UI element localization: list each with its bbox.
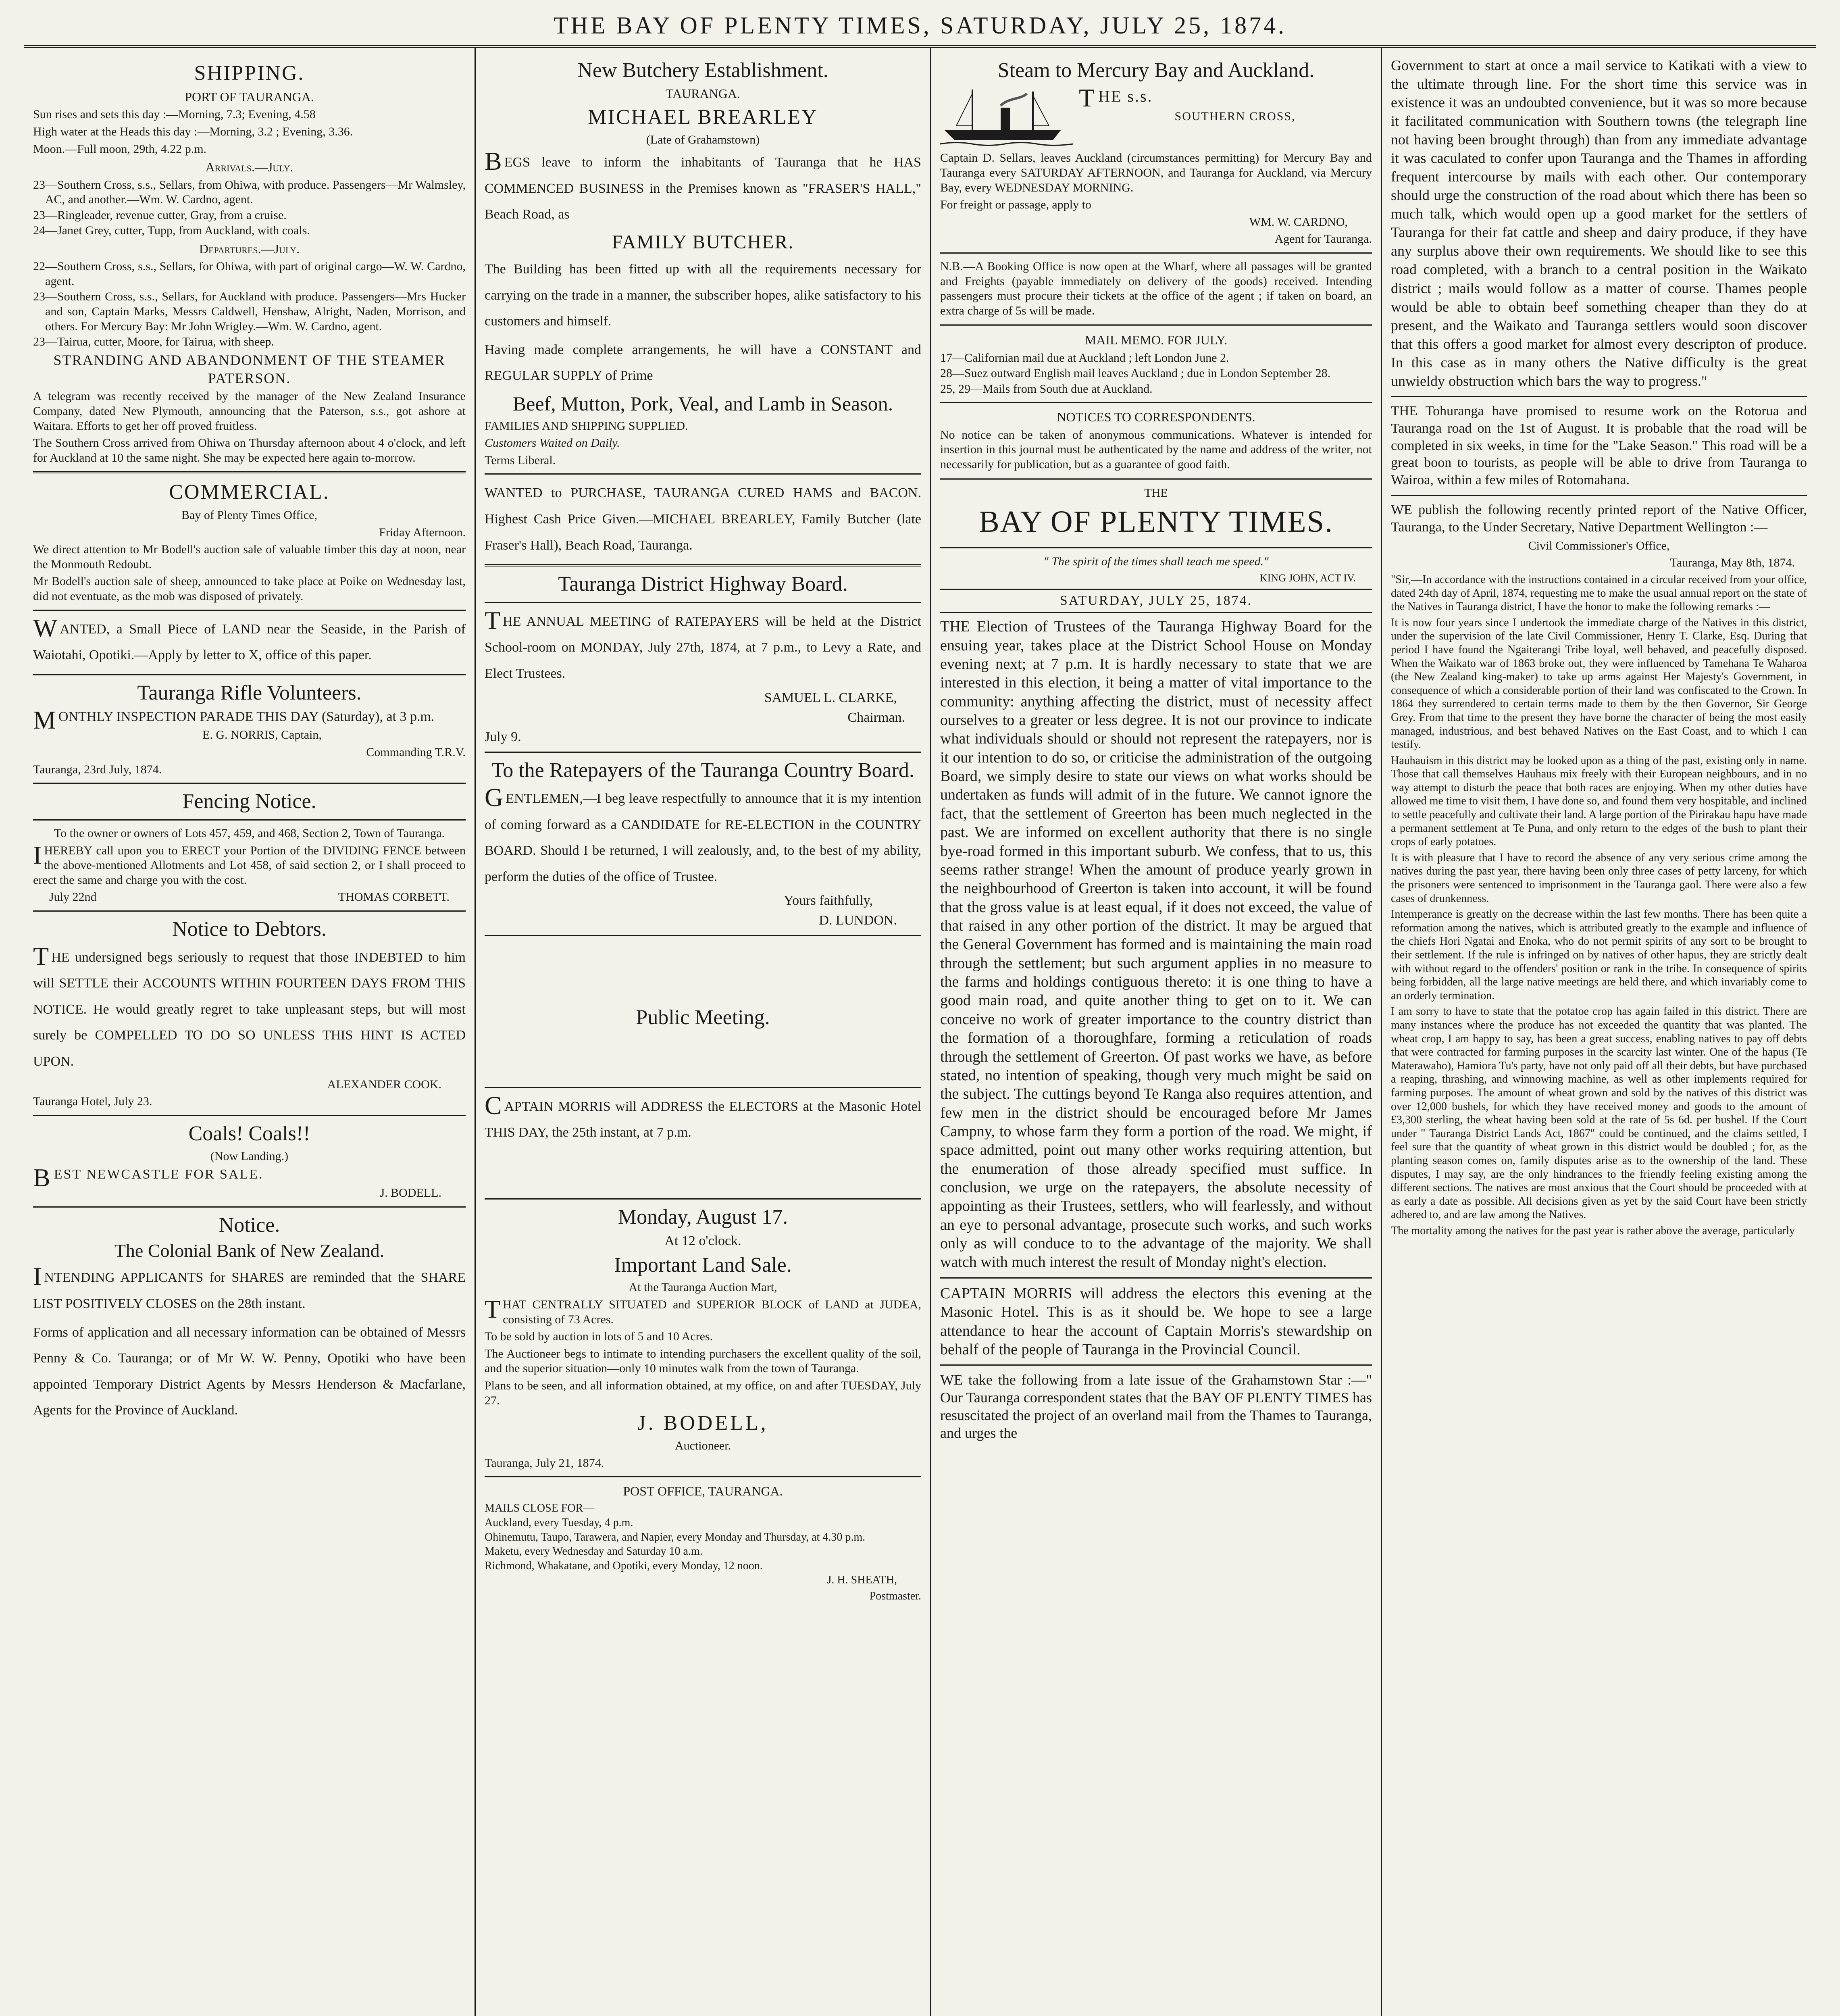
divider [33,783,466,784]
public-meeting-body: CAPTAIN MORRIS will ADDRESS the ELECTORS at the Masonic Hotel THIS DAY, the 25th instant, at 7 p.m. [485,1091,921,1140]
highway-role: Chairman. [847,710,905,725]
shipping-title: SHIPPING. [194,61,305,85]
ratepayers-body: GENTLEMEN,—I beg leave respectfully to announce that it is my intention of coming forward as a CANDIDATE for RE-ELECTION in the COUNTRY BOARD. Should I be returned, I will zealously, and, to the best of my ability, perform the duties of the office of Trustee. [485,783,921,884]
list-item: 17—Californian mail due at Auckland ; left London June 2. [940,351,1229,364]
divider [940,1277,1372,1279]
mail-memo-list [940,351,1372,397]
sale-paragraph: The Auctioneer begs to intimate to intending purchasers the excellent quality of the soil, and the superior situation—only 10 minutes walk from the town of Tauranga. [485,1347,921,1375]
report-date: Tauranga, May 8th, 1874. [1670,556,1795,570]
debtors-title: Notice to Debtors. [172,917,327,941]
divider [485,752,921,753]
rifle-title: Tauranga Rifle Volunteers. [137,681,362,704]
report-paragraph: It is now four years since I undertook the immediate charge of the Natives in this district, under the supervision of the late Civil Commissioner, Henry T. Clarke, Esq. During that period I have found the Ngaiterangi Tribe loyal, well behaved, and peacefully disposed. When the Waikato war of 1863 broke out, they were influenced by Tamehana Te Waharoa (the New Zealand king-maker) to take up arms against Her Majesty's Government, in consequence of which a considerable portion of their land was confiscated to the Crown. In 1864 they surrendered to certain terms made to them by the then Governor, Sir George Grey. From that time to the present they have borne the character of being the most easily managed, industrious, and best behaved Natives on the East Coast, and to which I can testify. [1391,616,1807,751]
tide-line: Sun rises and sets this day :—Morning, 7.3; Evening, 4.58 [33,108,316,121]
divider [485,935,921,936]
list-item: 23—Southern Cross, s.s., Sellars, for Auckland with produce. Passengers—Mrs Hucker and son, Captain Marks, Messrs Caldwell, Henshaw, Alright, Naden, Morrison, and others. For Mercury Bay: Mr John Wrigley.—Wm. W. Cardno, agent. [33,290,466,333]
list-item: 23—Tairua, cutter, Moore, for Tairua, with sheep. [33,335,275,349]
post-office-role: Postmaster. [869,1590,921,1602]
stranding-body: A telegram was recently received by the manager of the New Zealand Insurance Company, dated New Plymouth, announcing that the Paterson, s.s., got ashore at Waitara. Efforts to get her off proved fruitless. [33,389,466,433]
tide-line: High water at the Heads this day :—Morning, 3.2 ; Evening, 3.36. [33,125,353,139]
public-meeting-title: Public Meeting. [636,1006,770,1029]
steam-agent: WM. W. CARDNO, [1249,215,1348,229]
masthead: THE BAY OF PLENTY TIMES, SATURDAY, JULY 25, 1874. [24,9,1816,48]
list-item: Richmond, Whakatane, and Opotiki, every Monday, 12 noon. [485,1559,763,1572]
column-1 [24,48,476,2016]
report-paragraph: I am sorry to have to state that the potatoe crop has again failed in this district. There are many instances where the produce has not exceeded the quantity that was planted. The wheat crop, I am happy to say, has been a great success, enabling natives to pay off debts that were contracted for farming purposes in the scarcity last winter. One of the hapus (Te Materawaho), Hamiora Tu's party, have not only paid off all their debts, but have purchased a reaping, thrashing, and winnowing machine, as well as other implements required for farming purposes. The amount of wheat grown and sold by the natives of this district was over 12,000 bushels, for which they have received money and goods to the amount of £3,300 sterling, the wheat having been sold at the rate of 5s 6d. per bushel. If the Court under " Tauranga District Lands Act, 1867" could be continued, and the claims settled, I feel sure that the quantity of wheat grown in this district would be doubled ; for, as the planting season comes on, family disputes arise as to the ownership of the land. These disputes, I may say, are the only hindrances to the friendly feeling existing among the different sections. The natives are most anxious that the Court should be proceeded with at as early a date as possible. All decisions given as yet by the said Court have been strictly adhered to, and are law among the Natives. [1391,1005,1807,1221]
fencing-recipient: To the owner or owners of Lots 457, 459, and 468, Section 2, Town of Tauranga. [54,826,445,840]
divider [485,1087,921,1088]
rifle-role: Commanding T.R.V. [366,745,466,759]
steam-freight: For freight or passage, apply to [940,198,1091,212]
divider [940,252,1372,254]
divider [940,324,1372,326]
columns [24,48,1816,2016]
highway-body: THE ANNUAL MEETING of RATEPAYERS will be held at the District School-room on MONDAY, July 27th, 1874, at 7 p.m., to Levy a Rate, and Elect Trustees. [485,606,921,681]
report-office: Civil Commissioner's Office, [1528,539,1670,552]
steam-title: Steam to Mercury Bay and Auckland. [997,58,1315,82]
commercial-date: Friday Afternoon. [379,525,466,539]
sale-signature: J. BODELL, [637,1412,768,1435]
debtors-body: THE undersigned begs seriously to request that those INDEBTED to him will SETTLE their ACCOUNTS WITHIN FOURTEEN DAYS FROM THIS NOTICE. He would greatly regret to take unpleasant steps, but will most surely be COMPELLED TO DO SO UNLESS THIS HINT IS ACTED UPON. [33,941,466,1069]
butchery-meats: Beef, Mutton, Pork, Veal, and Lamb in Season. [512,392,893,415]
butchery-paragraph: The Building has been fitted up with all the requirements necessary for carrying on the trade in a manner, the subscriber hopes, alike satisfactory to his customers and himself. [485,262,921,329]
sale-body: THAT CENTRALLY SITUATED and SUPERIOR BLOCK of LAND at JUDEA, consisting of 73 Acres. [485,1294,921,1326]
rifle-signature: E. G. NORRIS, Captain, [202,728,322,742]
commercial-paragraph: We direct attention to Mr Bodell's auction sale of valuable timber this day at noon, near the Monmouth Redoubt. [33,543,466,571]
divider [1391,495,1807,496]
debtors-date: Tauranga Hotel, July 23. [33,1095,152,1108]
sale-mart: At the Tauranga Auction Mart, [629,1281,777,1294]
list-item: Auckland, every Tuesday, 4 p.m. [485,1516,633,1529]
sale-role: Auctioneer. [674,1439,731,1452]
paper-date: SATURDAY, JULY 25, 1874. [940,589,1372,613]
ratepayers-signature: D. LUNDON. [819,913,897,928]
correspondents-title: NOTICES TO CORRESPONDENTS. [1057,410,1255,425]
list-item: 24—Janet Grey, cutter, Tupp, from Auckland, with coals. [33,224,310,237]
fencing-date: July 22nd [49,890,97,904]
bank-title: The Colonial Bank of New Zealand. [114,1240,385,1261]
report-paragraph: "Sir,—In accordance with the instructions contained in a circular received from your office, dated 24th day of April, 1874, requesting me to make the usual annual report on the state of the Natives in Tauranga district, I have the honor to make the following remarks :— [1391,573,1807,613]
editorial-paragraph: WE take the following from a late issue of the Grahamstown Star :—" Our Tauranga correspondent states that the BAY OF PLENTY TIMES has resuscitated the project of an overland mail from the Thames to Tauranga, and urges the [940,1372,1372,1441]
rifle-date: Tauranga, 23rd July, 1874. [33,762,162,776]
sale-title: Important Land Sale. [614,1253,792,1277]
stranding-heading: STRANDING AND ABANDONMENT OF THE STEAMER PATERSON. [53,352,445,387]
butchery-title: New Butchery Establishment. [577,58,828,82]
list-item: 25, 29—Mails from South due at Auckland. [940,382,1153,396]
sale-time: At 12 o'clock. [664,1233,741,1248]
divider [33,610,466,611]
divider [33,471,466,473]
notice-title: Notice. [219,1213,280,1237]
fencing-signature: THOMAS CORBETT. [338,890,450,904]
post-office-title: POST OFFICE, TAURANGA. [623,1484,783,1499]
report-intro: WE publish the following recently printed report of the Native Officer, Tauranga, to the Under Secretary, Native Department Wellington :— [1391,502,1807,535]
fencing-body: IHEREBY call upon you to ERECT your Portion of the DIVIDING FENCE between the above-mentioned Allotments and Lot 458, of said section 2, or I shall proceed to erect the same and charge you with the cost. [33,840,466,887]
sale-place: Tauranga, July 21, 1874. [485,1456,604,1470]
butchery-name: MICHAEL BREARLEY [588,105,818,129]
steam-ship-name: SOUTHERN CROSS, [1174,109,1296,123]
divider [940,1364,1372,1366]
butchery-line: FAMILIES AND SHIPPING SUPPLIED. [485,419,688,433]
steamship-notice [940,85,1372,150]
steamship-icon [940,85,1073,150]
butchery-line: Terms Liberal. [485,453,556,467]
ratepayers-title: To the Ratepayers of the Tauranga Country Board. [491,759,914,782]
highway-title: Tauranga District Highway Board. [558,573,848,596]
coals-signature: J. BODELL. [380,1186,441,1200]
divider [485,473,921,475]
arrivals-list [33,178,466,238]
steam-the: THE s.s. [1079,83,1153,112]
bank-forms: Forms of application and all necessary information can be obtained of Messrs Penny & Co. Tauranga; or of Mr W. W. Penny, Opotiki who have been appointed Temporary District Agents by Messrs Henderson & Macfarlane, Agents for the Province of Auckland. [33,1325,466,1418]
paper-attribution: KING JOHN, ACT IV. [1259,572,1356,584]
butchery-paragraph: Having made complete arrangements, he will have a CONSTANT and REGULAR SUPPLY of Prime [485,342,921,383]
paper-motto: " The spirit of the times shall teach me speed." [1043,554,1269,568]
butchery-trade: FAMILY BUTCHER. [612,231,794,253]
column-2 [476,48,931,2016]
commercial-title: COMMERCIAL. [169,481,330,504]
highway-date: July 9. [485,729,521,745]
report-paragraph: Intemperance is greatly on the decrease within the last few months. There has been quite a reformation among the natives, which is attributed greatly to the example and influence of the chiefs Hori Ngatai and Enoka, who do not permit spirits of any sort to be brought to their settlement. If the rule is infringed on by natives of other hapus, they are strictly dealt with without regard to the offenders' position or rank in the tribe. In consequence of spirits being forbidden, all the large native meetings are held there, and which invariably come to an orderly termination. [1391,908,1807,1002]
debtors-signature: ALEXANDER COOK. [327,1077,441,1091]
divider [485,602,921,603]
editorial-continuation: Government to start at once a mail service to Katikati with a view to the ultimate through line. For the short time this service was in existence it was an undoubted convenience, but it was so more because it facilitated communication with Southern towns (the telegraph line not having been brought through) than from any immediate advantage it was caculated to confer upon Tauranga and the Thames in affording frequent intercourse by mails with each other. Our contemporary should urge the construction of the road about which there has been so much talk, which would open up a good market for the settlers of Tauranga for their fat cattle and sheep and dairy produce, if they have any surplus above their own requirements. We should like to see this road completed, with a branch to a central position in the Waikato district ; mails would follow as a matter of course. Thames people would be able to obtain beef something cheaper than they do at present, and the Waikato and Tauranga settlers would soon discover that this offers a good market for almost every descripton of produce. In this case as in many others the Native difficulty is the great unwieldy obstruction which bars the way to progress." [1391,57,1807,389]
arrivals-heading: Arrivals.—July. [205,160,293,175]
report-paragraph: It is with pleasure that I have to record the absence of any very serious crime among the natives during the past year, there having been only three cases of petty larceny, for which the prisoners were sentenced to imprisonment in the Tauranga gaol. There were also a few cases of drunkenness. [1391,851,1807,905]
list-item: 22—Southern Cross, s.s., Sellars, for Ohiwa, with part of original cargo—W. W. Cardno, agent. [33,260,466,288]
steam-nb: N.B.—A Booking Office is now open at the Wharf, where all passages will be granted and Freights (payable immediately on delivery of the goods) received. Intending passengers must procure their tickets at the office of the agent ; if taken on board, an extra charge of 5s will be made. [940,259,1372,317]
paper-the: THE [1144,486,1168,500]
sale-date: Monday, August 17. [618,1205,788,1229]
departures-heading: Departures.—July. [199,241,300,256]
butchery-late: (Late of Grahamstown) [646,133,760,146]
mail-memo-title: MAIL MEMO. FOR JULY. [1084,333,1228,348]
sale-paragraph: Plans to be seen, and all information obtained, at my office, on and after TUESDAY, July 27. [485,1379,921,1407]
steam-agent-role: Agent for Tauranga. [1274,232,1372,246]
rifle-body: MONTHLY INSPECTION PARADE THIS DAY (Saturday), at 3 p.m. [33,705,435,734]
divider [485,564,921,566]
tide-line: Moon.—Full moon, 29th, 4.22 p.m. [33,142,207,156]
post-office-signature: J. H. SHEATH, [827,1574,897,1587]
divider [33,1115,466,1116]
divider [940,478,1372,480]
wanted-land-ad: WANTED, a Small Piece of LAND near the Seaside, in the Parish of Waiotahi, Opotiki.—Apply by letter to X, office of this paper. [33,613,466,663]
butchery-line: Customers Waited on Daily. [485,436,620,450]
hams-ad: WANTED to PURCHASE, TAURANGA CURED HAMS and BACON. Highest Cash Price Given.—MICHAEL BREARLEY, Family Butcher (late Fraser's Hall), Beach Road, Tauranga. [485,485,921,553]
highway-signature: SAMUEL L. CLARKE, [764,690,897,705]
butchery-body: BEGS leave to inform the inhabitants of Tauranga that he HAS COMMENCED BUSINESS in the Premises known as "FRASER'S HALL," Beach Road, as [485,147,921,222]
southern-cross-note: The Southern Cross arrived from Ohiwa on Thursday afternoon about 4 o'clock, and left for Auckland at 10 the same night. She may be expected here again to-morrow. [33,436,466,464]
coals-body: BEST NEWCASTLE FOR SALE. [33,1163,264,1192]
commercial-office: Bay of Plenty Times Office, [181,508,317,522]
list-item: 23—Southern Cross, s.s., Sellars, from Ohiwa, with produce. Passengers—Mr Walmsley, AC, and another.—Wm. W. Cardno, agent. [33,178,466,206]
list-item: 28—Suez outward English mail leaves Auckland ; due in London September 28. [940,367,1331,380]
editorial-paragraph: CAPTAIN MORRIS will address the electors this evening at the Masonic Hotel. This is as it should be. We hope to see a large attendance to hear the account of Captain Morris's stewardship on behalf of the people of Tauranga in the Provincial Council. [940,1285,1372,1358]
list-item: 23—Ringleader, revenue cutter, Gray, from a cruise. [33,208,287,222]
divider [1391,396,1807,397]
commercial-paragraph: Mr Bodell's auction sale of sheep, announced to take place at Poike on Wednesday last, did not eventuate, as the mob was disposed of privately. [33,575,466,603]
correspondents-body: No notice can be taken of anonymous communications. Whatever is intended for insertion in this journal must be authenticated by the name and address of the writer, not necessarily for publication, but as a guarantee of good faith. [940,428,1372,471]
fencing-title: Fencing Notice. [182,790,316,813]
editorial-paragraph: THE Election of Trustees of the Tauranga Highway Board for the ensuing year, takes place at the District School House on Monday evening next; at 7 p.m. It is hardly necessary to state that we are interested in this election, it being a matter of vital importance to the community: anything affecting the district, must of necessity affect ourselves to a greater or less degree. It is not our province to indicate what individuals should or should not represent the ratepayers, nor is it our intention to do so, or criticise the administration of the outgoing Board, we simply desire to state our views on what works should be undertaken as funds will admit of in the future. We cannot ignore the fact, that the settlement of Greerton has been much neglected in the past. We are informed on excellent authority that there is no single bye-road formed in this important suburb. We confess, that to us, this seems rather strange! When the amount of produce yearly grown in the neighbourhood of Greerton is taken into account, it will be found that the gross value is at least equal, if it does not exceed, the value of that raised in any other portion of the district. It may be argued that the General Government has formed and is maintaining the main road through the settlement; but such argument applies in no measure to the farms and holdings contiguous thereto: it is one thing to have a good main road, and quite another thing to get on to it. We can conceive no work of greater importance to the country district than the formation of a thoroughfare, forming a reticulation of roads through the settlement of Greerton. Of past works we have, as before stated, no intention of speaking, though very much might be said on the subject. The cuttings beyond Te Ranga also requires attention, and few men in the district should be encouraged before Mr James Campny, to whose farm they form a portion of the road. We might, if space admitted, point out many other works requiring attention, but the enumeration of those already specified must suffice. In conclusion, we urge on the ratepayers, the absolute necessity of appointing as their Trustees, settlers, who will fearlessly, and without an eye to personal advantage, prosecute such works, and such works only as will conduce to to the advantage of the majority. We shall watch with much interest the result of Monday night's election. [940,618,1372,1271]
report-paragraph: Hauhauism in this district may be looked upon as a thing of the past, existing only in name. Those that call themselves Hauhaus mix freely with their European neighbours, and in no way attempt to disturb the peace that both races are enjoying. When my other duties have allowed me time to visit them, I have done so, and found them very hospitable, and inclined to settle peacefully and cultivate their land. A large portion of the Pirirakau hapu have made a permanent settlement at Te Puna, and only return to the edges of the bush to plant their crops of early potatoes. [1391,754,1807,848]
divider [33,819,466,821]
divider [485,1198,921,1200]
list-item: Maketu, every Wednesday and Saturday 10 a.m. [485,1545,703,1558]
departures-list [33,259,466,350]
report-paragraph: The mortality among the natives for the past year is rather above the average, particularly [1391,1224,1795,1237]
divider [940,547,1372,548]
divider [33,910,466,912]
divider [33,674,466,675]
ratepayers-close: Yours faithfully, [783,893,873,908]
port-heading: PORT OF TAURANGA. [185,90,314,104]
steam-body: Captain D. Sellars, leaves Auckland (circumstances permitting) for Mercury Bay and Tauranga every SATURDAY AFTERNOON, and Tauranga for Auckland, via Mercury Bay, every WEDNESDAY MORNING. [940,151,1372,194]
list-item: MAILS CLOSE FOR— [485,1502,595,1515]
list-item: Ohinemutu, Taupo, Tarawera, and Napier, every Monday and Thursday, at 4.30 p.m. [485,1531,866,1543]
sale-lots: To be sold by auction in lots of 5 and 10 Acres. [485,1330,713,1343]
paper-title: BAY OF PLENTY TIMES. [979,505,1333,539]
post-office-list [485,1502,921,1572]
divider [485,1476,921,1477]
column-4 [1382,48,1816,2016]
column-3 [931,48,1382,2016]
coals-title: Coals! Coals!! [188,1122,310,1145]
butchery-place: TAURANGA. [666,86,740,101]
fencing-footer [33,890,466,905]
tohuranga-paragraph: THE Tohuranga have promised to resume work on the Rotorua and Tauranga road on the 1st of August. It is probable that the road will be completed in six weeks, in time for the "Lake Season." This road will be a great boon to tourists, as people will be able to drive from Tauranga to Wairoa, within a few miles of Rotomahana. [1391,404,1807,488]
divider [940,402,1372,403]
bank-body: INTENDING APPLICANTS for SHARES are reminded that the SHARE LIST POSITIVELY CLOSES on the 28th instant. [33,1262,466,1311]
divider [33,1206,466,1208]
coals-subtitle: (Now Landing.) [210,1149,289,1163]
